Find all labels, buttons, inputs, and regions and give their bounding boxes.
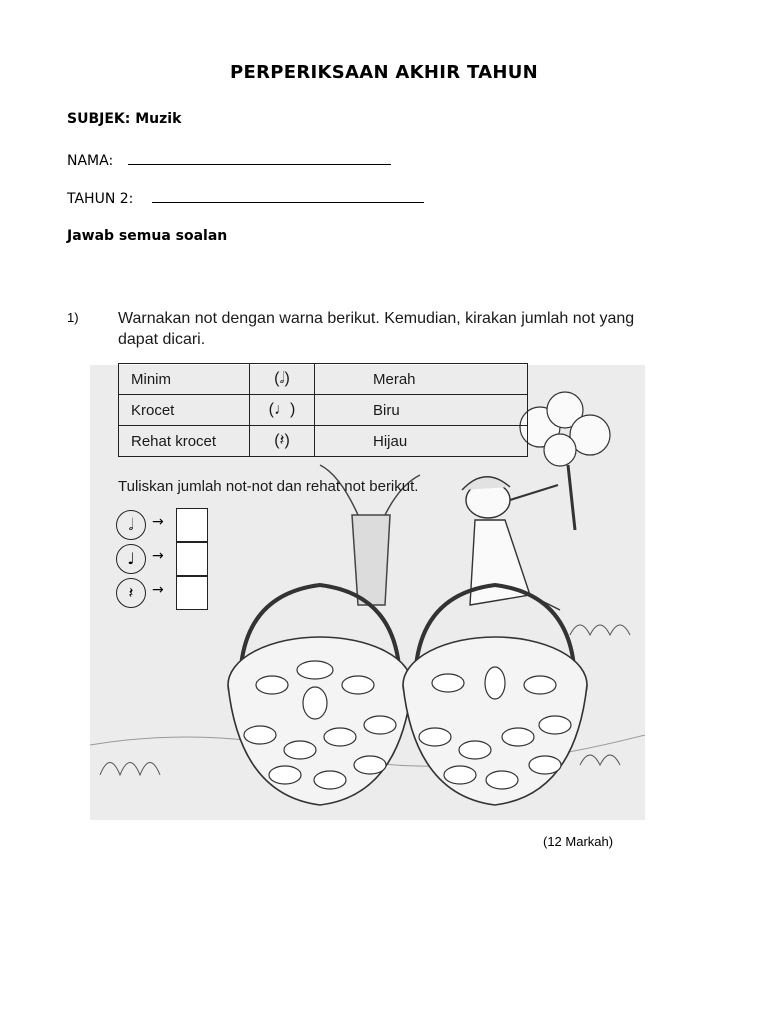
- legend-row: [119, 364, 528, 395]
- name-label: NAMA:: [67, 153, 114, 169]
- arrow-icon: →: [152, 582, 164, 598]
- subject-value: Muzik: [130, 111, 182, 127]
- legend-color: Biru: [315, 395, 528, 426]
- note-circle: 𝅗𝅥: [116, 510, 146, 540]
- legend-note-symbol: (♩): [250, 395, 315, 426]
- count-instruction: Tuliskan jumlah not-not dan rehat not berikut.: [118, 478, 419, 495]
- subject-label: SUBJEK:: [67, 111, 131, 127]
- legend-color: Hijau: [315, 426, 528, 457]
- legend-note-name: Minim: [119, 364, 250, 395]
- year-label: TAHUN 2:: [67, 191, 134, 207]
- instruction-text: Jawab semua soalan: [67, 228, 228, 244]
- name-line: [67, 150, 391, 169]
- legend-note-name: Rehat krocet: [119, 426, 250, 457]
- subject-line: [67, 111, 181, 127]
- legend-note-symbol: (𝄽): [250, 426, 315, 457]
- name-blank[interactable]: [128, 150, 391, 165]
- arrow-icon: →: [152, 548, 164, 564]
- count-row: [116, 508, 216, 542]
- year-blank[interactable]: [152, 188, 424, 203]
- legend-note-name: Krocet: [119, 395, 250, 426]
- note-circle: ♩: [116, 544, 146, 574]
- answer-box[interactable]: [176, 576, 208, 610]
- legend-color: Merah: [315, 364, 528, 395]
- legend-note-symbol: (𝅗𝅥): [250, 364, 315, 395]
- count-table: [116, 508, 216, 610]
- exam-title: PERPERIKSAAN AKHIR TAHUN: [229, 62, 539, 83]
- question-text: Warnakan not dengan warna berikut. Kemudian, kirakan jumlah not yang dapat dicari.: [118, 310, 635, 348]
- note-circle: 𝄽: [116, 578, 146, 608]
- count-row: [116, 542, 216, 576]
- arrow-icon: →: [152, 514, 164, 530]
- count-row: [116, 576, 216, 610]
- question-number: 1): [67, 310, 79, 325]
- legend-row: [119, 395, 528, 426]
- marks-label: (12 Markah): [543, 834, 614, 849]
- answer-box[interactable]: [176, 542, 208, 576]
- year-line: [67, 188, 424, 207]
- legend-row: [119, 426, 528, 457]
- tree-trunk: [352, 515, 390, 605]
- answer-box[interactable]: [176, 508, 208, 542]
- note-color-legend: [118, 363, 528, 457]
